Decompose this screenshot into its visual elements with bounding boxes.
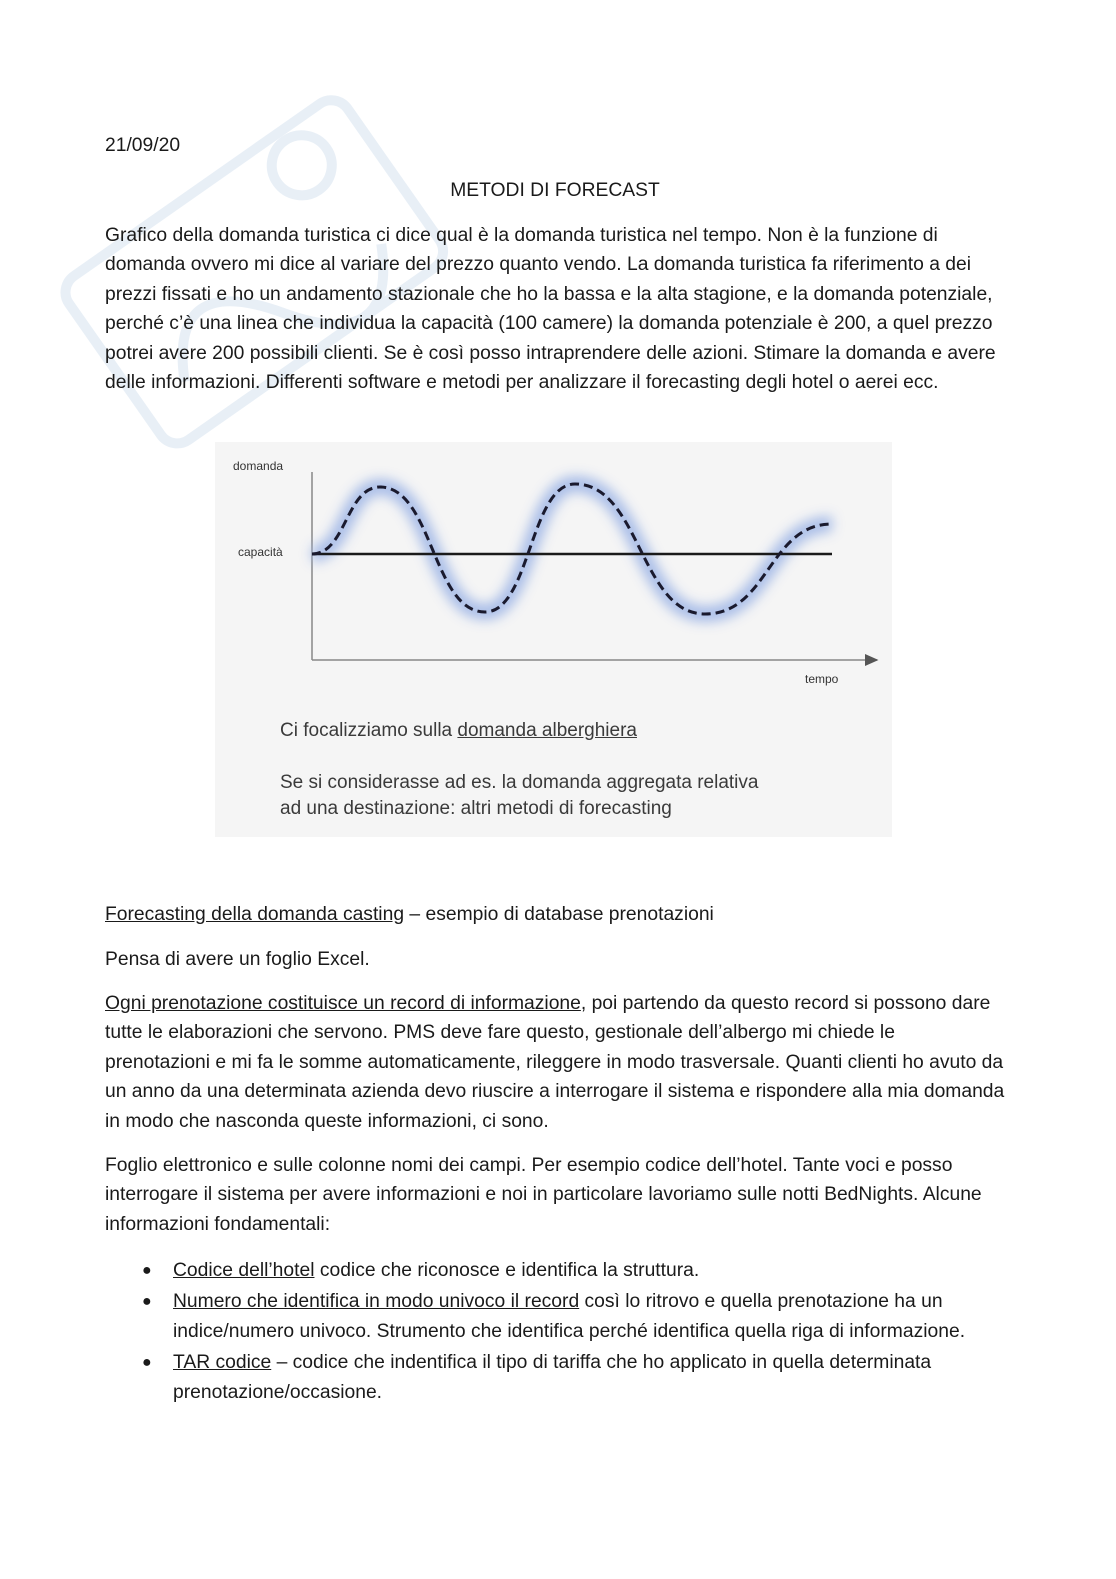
document-date: 21/09/20 [105, 135, 181, 156]
figure-caption-line2: Se si considerasse ad es. la domanda aggregata relativa [280, 772, 759, 793]
fields-list [142, 1256, 1005, 1409]
record-rest: , poi partendo da questo record si possono dare tutte le elaborazioni che servono. PMS deve fare questo, gestionale dell’albergo mi chiede le prenotazioni e mi fa le somme automaticamente, rileggere in modo trasversale. Quanti clienti ho avuto da un anno da una determinata azienda devo riuscire a interrogare il sistema e rispondere alla mia domanda in modo che nasconda queste informazioni, ci sono. [105, 993, 1005, 1132]
sheet-paragraph: Foglio elettronico e sulle colonne nomi dei campi. Per esempio codice dell’hotel. Tante voci e posso interrogare il sistema per avere informazioni e noi in particolare lavoriamo sulle notti BedNights. Alcune informazioni fondamentali: [105, 1155, 982, 1235]
intro-paragraph: Grafico della domanda turistica ci dice qual è la domanda turistica nel tempo. Non è la funzione di domanda ovvero mi dice al variare del prezzo quanto vendo. La domanda turistica fa riferimento a dei prezzi fissati e ho un andamento stazionale che ho la bassa e la alta stagione, e la domanda potenziale, perché c’è una linea che individua la capacità (100 camere) la domanda potenziale è 200, a quel prezzo potrei avere 200 possibili clienti. Se è così posso intraprendere delle azioni. Stimare la domanda e avere delle informazioni. Differenti software e metodi per analizzare il forecasting degli hotel o aerei ecc. [105, 225, 996, 394]
record-underlined: Ogni prenotazione costituisce un record di informazione [105, 993, 581, 1014]
bullet-icon: ● [142, 1354, 152, 1372]
excel-line: Pensa di avere un foglio Excel. [105, 949, 370, 970]
list-item-text: codice che riconosce e identifica la struttura. [314, 1260, 700, 1281]
list-item-text: – codice che indentifica il tipo di tariffa che ho applicato in quella determinata prenotazione/occasione. [173, 1352, 932, 1403]
capacity-label: capacità [238, 545, 283, 559]
list-item-text: così lo ritrovo e quella prenotazione ha un indice/numero univoco. Strumento che identifica perché identifica quella riga di informazione. [173, 1291, 966, 1342]
demand-figure [215, 442, 892, 837]
bullet-icon: ● [142, 1262, 152, 1279]
section-heading-underlined: Forecasting della domanda casting [105, 904, 405, 925]
list-item [142, 1287, 1005, 1346]
figure-caption-link: domanda alberghiera [457, 720, 637, 741]
bullet-icon: ● [142, 1293, 152, 1311]
x-axis-label: tempo [805, 672, 839, 686]
record-paragraph [105, 989, 1005, 1136]
demand-curve-glow [312, 484, 832, 614]
list-item [142, 1348, 1005, 1407]
list-item [142, 1256, 1005, 1285]
figure-caption-line3: ad una destinazione: altri metodi di forecasting [280, 798, 672, 819]
list-item-term: Codice dell’hotel [173, 1260, 315, 1281]
list-item-term: TAR codice [173, 1352, 272, 1374]
list-item-term: Numero che identifica in modo univoco il record [173, 1291, 580, 1313]
figure-caption-line1: Ci focalizziamo sulla domanda alberghiera [280, 720, 637, 741]
y-axis-label: domanda [233, 459, 284, 473]
section-heading-rest: – esempio di database prenotazioni [404, 904, 714, 925]
section-heading [105, 900, 1005, 929]
page-title: METODI DI FORECAST [450, 180, 660, 201]
